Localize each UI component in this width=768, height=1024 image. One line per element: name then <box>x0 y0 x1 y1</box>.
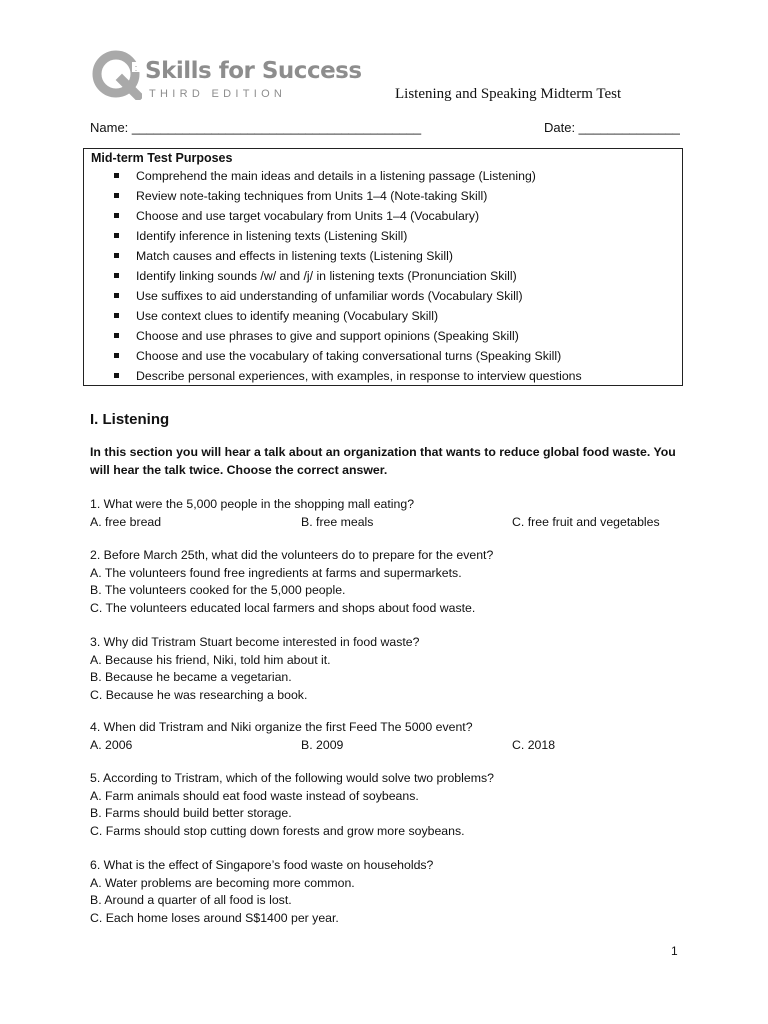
name-field[interactable]: Name: ________________________________________ <box>90 120 422 135</box>
bullet-icon <box>114 313 119 318</box>
purpose-text: Choose and use the vocabulary of taking conversational turns (Speaking Skill) <box>136 349 562 363</box>
question-text: 1. What were the 5,000 people in the shopping mall eating? <box>90 497 415 511</box>
bullet-icon <box>114 273 119 278</box>
option-c[interactable]: C. Each home loses around S$1400 per year. <box>90 910 339 925</box>
option-a[interactable]: A. Because his friend, Niki, told him about it. <box>90 652 331 667</box>
purpose-text: Comprehend the main ideas and details in a listening passage (Listening) <box>136 169 536 183</box>
question-text: 3. Why did Tristram Stuart become interested in food waste? <box>90 635 420 649</box>
purpose-text: Describe personal experiences, with examples, in response to interview questions <box>136 369 582 383</box>
bullet-icon <box>114 233 119 238</box>
question-6 <box>90 857 690 927</box>
option-b[interactable]: B. Because he became a vegetarian. <box>90 670 292 684</box>
purpose-item <box>84 348 682 368</box>
purpose-item <box>84 188 682 208</box>
purpose-text: Match causes and effects in listening texts (Listening Skill) <box>136 249 453 263</box>
options-row <box>90 737 690 755</box>
option-a[interactable]: A. The volunteers found free ingredients at farms and supermarkets. <box>90 565 462 580</box>
question-text: 5. According to Tristram, which of the following would solve two problems? <box>90 771 494 785</box>
purpose-item <box>84 308 682 328</box>
svg-text::: : <box>134 63 138 73</box>
page-number: 1 <box>671 944 678 958</box>
purpose-text: Choose and use target vocabulary from Units 1–4 (Vocabulary) <box>136 209 480 223</box>
purpose-item <box>84 248 682 268</box>
option-b[interactable]: B. Around a quarter of all food is lost. <box>90 893 292 907</box>
date-field[interactable]: Date: ______________ <box>544 120 680 135</box>
purpose-text: Identify linking sounds /w/ and /j/ in listening texts (Pronunciation Skill) <box>136 269 517 283</box>
purpose-text: Use context clues to identify meaning (Vocabulary Skill) <box>136 309 439 323</box>
purposes-box <box>83 148 683 386</box>
purpose-item <box>84 368 682 388</box>
option-b[interactable]: B. The volunteers cooked for the 5,000 people. <box>90 583 346 597</box>
purposes-title: Mid-term Test Purposes <box>91 151 233 165</box>
q-logo-icon <box>92 50 142 100</box>
purpose-item <box>84 328 682 348</box>
option-c[interactable]: C. 2018 <box>512 737 556 752</box>
option-c[interactable]: C. free fruit and vegetables <box>512 514 660 529</box>
purpose-text: Identify inference in listening texts (Listening Skill) <box>136 229 408 243</box>
option-a[interactable]: A. Water problems are becoming more common. <box>90 875 355 890</box>
question-2 <box>90 547 690 617</box>
option-a[interactable]: A. free bread <box>90 514 162 529</box>
purpose-item <box>84 288 682 308</box>
logo-title: Skills for Success <box>145 58 362 84</box>
question-4 <box>90 719 690 754</box>
question-text: 2. Before March 25th, what did the volunteers do to prepare for the event? <box>90 548 494 562</box>
bullet-icon <box>114 333 119 338</box>
bullet-icon <box>114 253 119 258</box>
option-c[interactable]: C. Farms should stop cutting down forests and grow more soybeans. <box>90 823 465 838</box>
purpose-item <box>84 208 682 228</box>
test-title: Listening and Speaking Midterm Test <box>395 86 622 102</box>
option-c[interactable]: C. The volunteers educated local farmers and shops about food waste. <box>90 600 476 615</box>
option-a[interactable]: A. Farm animals should eat food waste instead of soybeans. <box>90 788 419 803</box>
purpose-item <box>84 228 682 248</box>
section-instructions: In this section you will hear a talk about an organization that wants to reduce global food waste. You will hear the talk twice. Choose the correct answer. <box>90 445 676 477</box>
purpose-item <box>84 168 682 188</box>
question-3 <box>90 634 690 704</box>
purpose-text: Use suffixes to aid understanding of unfamiliar words (Vocabulary Skill) <box>136 289 523 303</box>
purpose-text: Review note-taking techniques from Units 1–4 (Note-taking Skill) <box>136 189 488 203</box>
option-b[interactable]: B. free meals <box>301 514 374 529</box>
publisher-logo <box>92 50 362 106</box>
option-a[interactable]: A. 2006 <box>90 737 133 752</box>
bullet-icon <box>114 353 119 358</box>
question-text: 6. What is the effect of Singapore’s food waste on households? <box>90 858 434 872</box>
bullet-icon <box>114 173 119 178</box>
question-1 <box>90 496 690 531</box>
logo-subtitle: THIRD EDITION <box>149 88 287 100</box>
option-b[interactable]: B. 2009 <box>301 737 344 752</box>
purposes-list <box>84 168 682 388</box>
bullet-icon <box>114 193 119 198</box>
option-b[interactable]: B. Farms should build better storage. <box>90 806 292 820</box>
bullet-icon <box>114 213 119 218</box>
bullet-icon <box>114 373 119 378</box>
purpose-item <box>84 268 682 288</box>
question-text: 4. When did Tristram and Niki organize the first Feed The 5000 event? <box>90 720 473 734</box>
section-heading: I. Listening <box>90 411 170 428</box>
question-5 <box>90 770 690 840</box>
bullet-icon <box>114 293 119 298</box>
option-c[interactable]: C. Because he was researching a book. <box>90 687 308 702</box>
purpose-text: Choose and use phrases to give and support opinions (Speaking Skill) <box>136 329 519 343</box>
options-row <box>90 514 690 532</box>
